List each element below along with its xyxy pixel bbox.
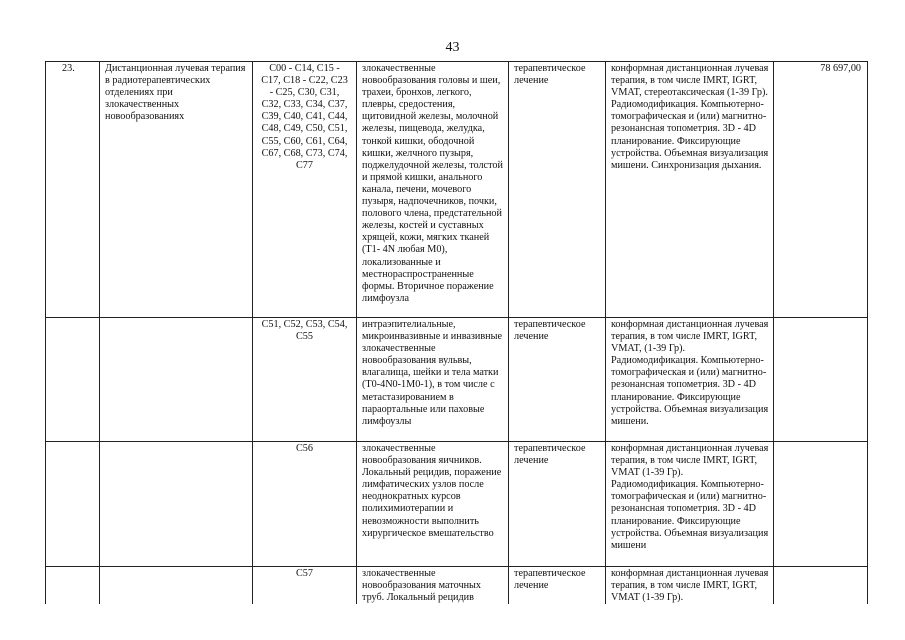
- care-type-cell: [100, 318, 253, 442]
- row-number: [46, 567, 100, 605]
- treatment-method-cell: конформная дистанционная лучевая терапия, в том числе IMRT, IGRT, VMAT, (1-39 Гр). Радиомодификация. Компьютерно-томографическая и (или) магнитно- резонансная топометрия. 3D - 4D планирование. Фиксирующие устройства. Объемная визуализация мишени.: [606, 318, 774, 442]
- table-row: [46, 442, 868, 567]
- procedures-table: [45, 61, 868, 604]
- patient-model-cell: злокачественные новообразования яичников. Локальный рецидив, поражение лимфатических узлов после неоднократных курсов полихимиотерапии и невозможности выполнить хирургическое вмешательство: [357, 442, 509, 567]
- table-row: [46, 318, 868, 442]
- price-cell: [774, 442, 868, 567]
- row-number: [46, 442, 100, 567]
- icd-codes-cell: C56: [253, 442, 357, 567]
- care-type-cell: Дистанционная лучевая терапия в радиотерапевтических отделениях при злокачественных новообразованиях: [100, 62, 253, 318]
- patient-model-cell: интраэпителиальные, микроинвазивные и инвазивные злокачественные новообразования вульвы, влагалища, шейки и тела матки (T0-4N0-1M0-1), в том числе с метастазированием в параортальные или паховые лимфоузлы: [357, 318, 509, 442]
- price-cell: 78 697,00: [774, 62, 868, 318]
- treatment-type-cell: терапевтическое лечение: [509, 442, 606, 567]
- icd-codes-cell: C51, C52, C53, C54, C55: [253, 318, 357, 442]
- treatment-method-cell: конформная дистанционная лучевая терапия, в том числе IMRT, IGRT, VMAT (1-39 Гр). Радиомодификация. Компьютерно-томографическая и (или) магнитно-резонансная топометрия. 3D - 4D планирование. Фиксирующие устройства. Объемная визуализация мишени: [606, 442, 774, 567]
- icd-codes-cell: C57: [253, 567, 357, 605]
- patient-model-cell: злокачественные новообразования головы и шеи, трахеи, бронхов, легкого, плевры, средостения, щитовидной железы, молочной железы, пищевода, желудка, тонкой кишки, ободочной кишки, желчного пузыря, поджелудочной железы, толстой и прямой кишки, анального канала, печени, мочевого пузыря, надпочечников, почки, полового члена, предстательной железы, костей и суставных хрящей, кожи, мягких тканей (T1- 4N любая M0), локализованные и местнораспространенные формы. Вторичное поражение лимфоузла: [357, 62, 509, 318]
- treatment-type-cell: терапевтическое лечение: [509, 567, 606, 605]
- table-row: [46, 567, 868, 605]
- price-cell: [774, 567, 868, 605]
- treatment-method-cell: конформная дистанционная лучевая терапия, в том числе IMRT, IGRT, VMAT, стереотаксическая (1-39 Гр). Радиомодификация. Компьютерно-томографическая и (или) магнитно-резонансная топометрия. 3D - 4D планирование. Фиксирующие устройства. Объемная визуализация мишени. Синхронизация дыхания.: [606, 62, 774, 318]
- page-number: 43: [445, 40, 460, 55]
- patient-model-cell: злокачественные новообразования маточных труб. Локальный рецидив: [357, 567, 509, 605]
- care-type-cell: [100, 442, 253, 567]
- treatment-method-cell: конформная дистанционная лучевая терапия, в том числе IMRT, IGRT, VMAT (1-39 Гр).: [606, 567, 774, 605]
- row-number: [46, 318, 100, 442]
- price-cell: [774, 318, 868, 442]
- icd-codes-cell: C00 - C14, C15 - C17, C18 - C22, C23 - C25, C30, C31, C32, C33, C34, C37, C39, C40, C41, C44, C48, C49, C50, C51, C55, C60, C61, C64, C67, C68, C73, C74, C77: [253, 62, 357, 318]
- treatment-type-cell: терапевтическое лечение: [509, 62, 606, 318]
- table-row: [46, 62, 868, 318]
- care-type-cell: [100, 567, 253, 605]
- row-number: 23.: [46, 62, 100, 318]
- treatment-type-cell: терапевтическое лечение: [509, 318, 606, 442]
